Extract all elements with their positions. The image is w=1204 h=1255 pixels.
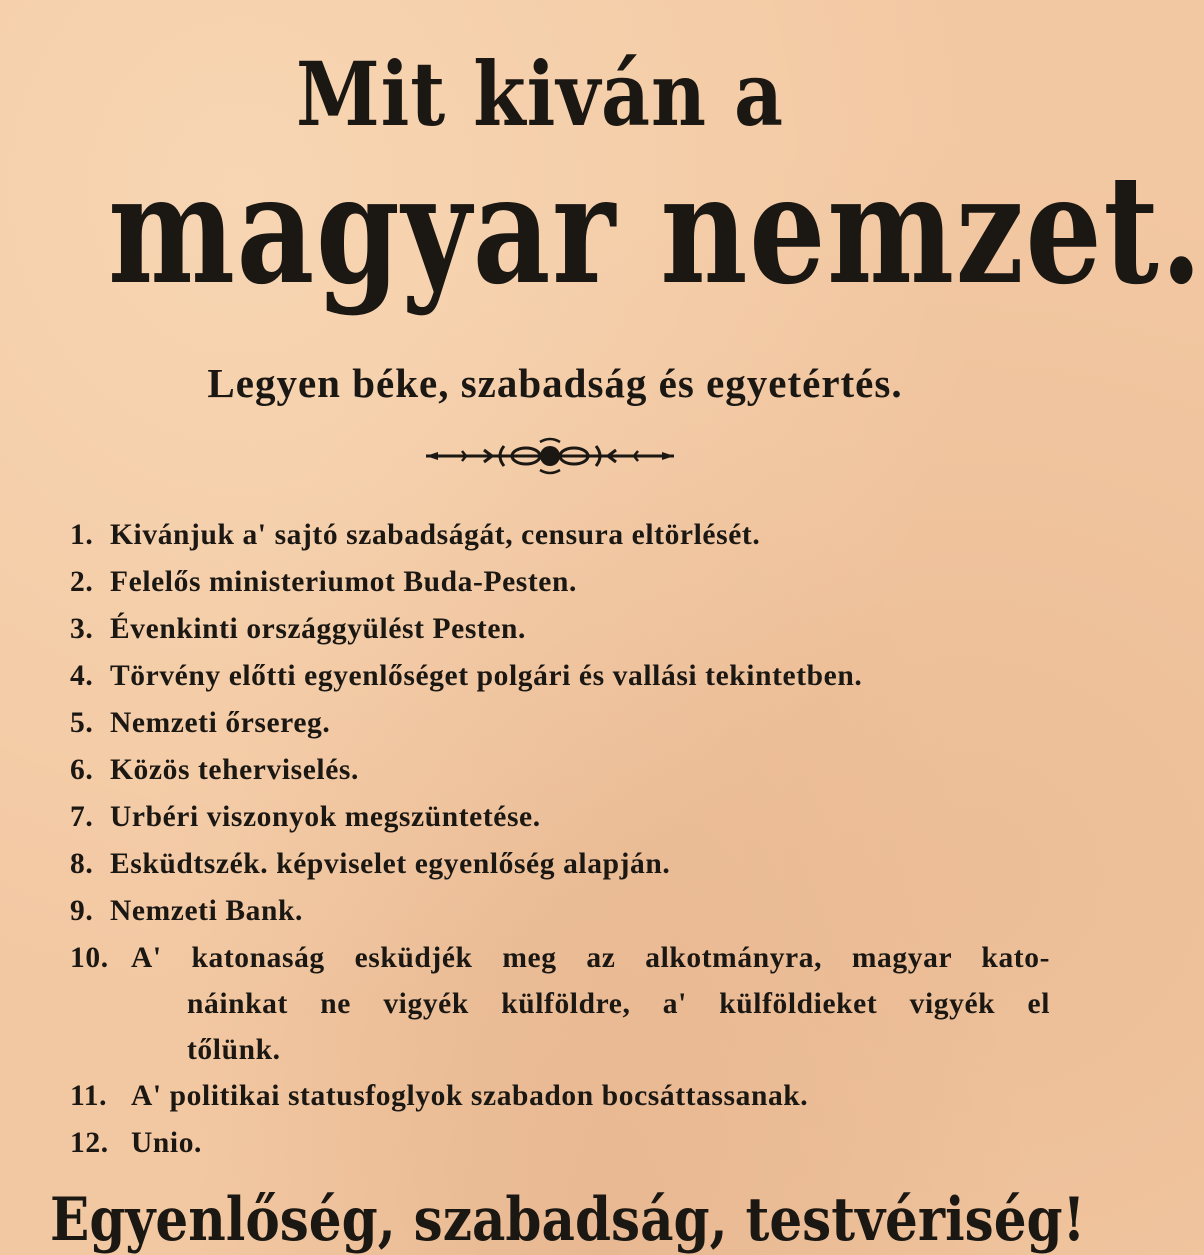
demand-text: Felelős ministeriumot Buda-Pesten.	[110, 566, 577, 598]
demand-item	[70, 747, 1050, 794]
demand-item	[70, 935, 1050, 1073]
demand-item	[70, 1120, 1050, 1167]
demand-number: 1.	[70, 519, 94, 551]
title-line-1: Mit kiván a	[296, 42, 784, 146]
demand-text: Esküdtszék. képviselet egyenlőség alapján.	[110, 848, 671, 880]
demand-item	[70, 1073, 1050, 1120]
demand-number: 11.	[70, 1080, 108, 1112]
demand-text-line-1: A' katonaság esküdjék meg az alkotmányra, magyar kato-	[131, 942, 1050, 974]
demand-text: Nemzeti Bank.	[110, 895, 303, 927]
closing-slogan: Egyenlőség, szabadság, testvériség!	[50, 1185, 1086, 1255]
demand-number: 8.	[70, 848, 94, 880]
demand-number: 3.	[70, 613, 94, 645]
demand-number: 2.	[70, 566, 94, 598]
demand-text: Nemzeti őrsereg.	[110, 707, 331, 739]
demand-text: Urbéri viszonyok megszüntetése.	[110, 801, 541, 833]
demand-item	[70, 512, 1050, 559]
demand-item	[70, 841, 1050, 888]
demand-text: Közös teherviselés.	[110, 754, 359, 786]
demand-text: Kivánjuk a' sajtó szabadságát, censura eltörlését.	[110, 519, 761, 551]
demand-number: 7.	[70, 801, 94, 833]
demand-item	[70, 653, 1050, 700]
demand-item	[70, 888, 1050, 935]
demand-number: 6.	[70, 754, 94, 786]
demand-number: 4.	[70, 660, 94, 692]
demand-text: Évenkinti országgyülést Pesten.	[110, 613, 527, 645]
demand-text: Unio.	[131, 1127, 203, 1159]
demand-item	[70, 606, 1050, 653]
decorative-ornament-icon	[426, 436, 674, 476]
demands-list	[70, 512, 1050, 1167]
demand-text: A' politikai statusfoglyok szabadon bocsáttassanak.	[131, 1080, 809, 1112]
title-line-2: magyar nemzet.	[108, 142, 1204, 318]
demand-number: 12.	[70, 1127, 109, 1159]
demand-number: 10.	[70, 942, 109, 974]
demand-text-line-3: tőlünk.	[187, 1034, 281, 1066]
demand-number: 5.	[70, 707, 94, 739]
motto: Legyen béke, szabadság és egyetértés.	[207, 360, 903, 406]
demand-item	[70, 700, 1050, 747]
demand-item	[70, 794, 1050, 841]
demand-text-line-2: náinkat ne vigyék külföldre, a' külföldieket vigyék el	[187, 988, 1050, 1020]
demand-text: Törvény előtti egyenlőséget polgári és vallási tekintetben.	[110, 660, 863, 692]
demand-number: 9.	[70, 895, 94, 927]
demand-item	[70, 559, 1050, 606]
